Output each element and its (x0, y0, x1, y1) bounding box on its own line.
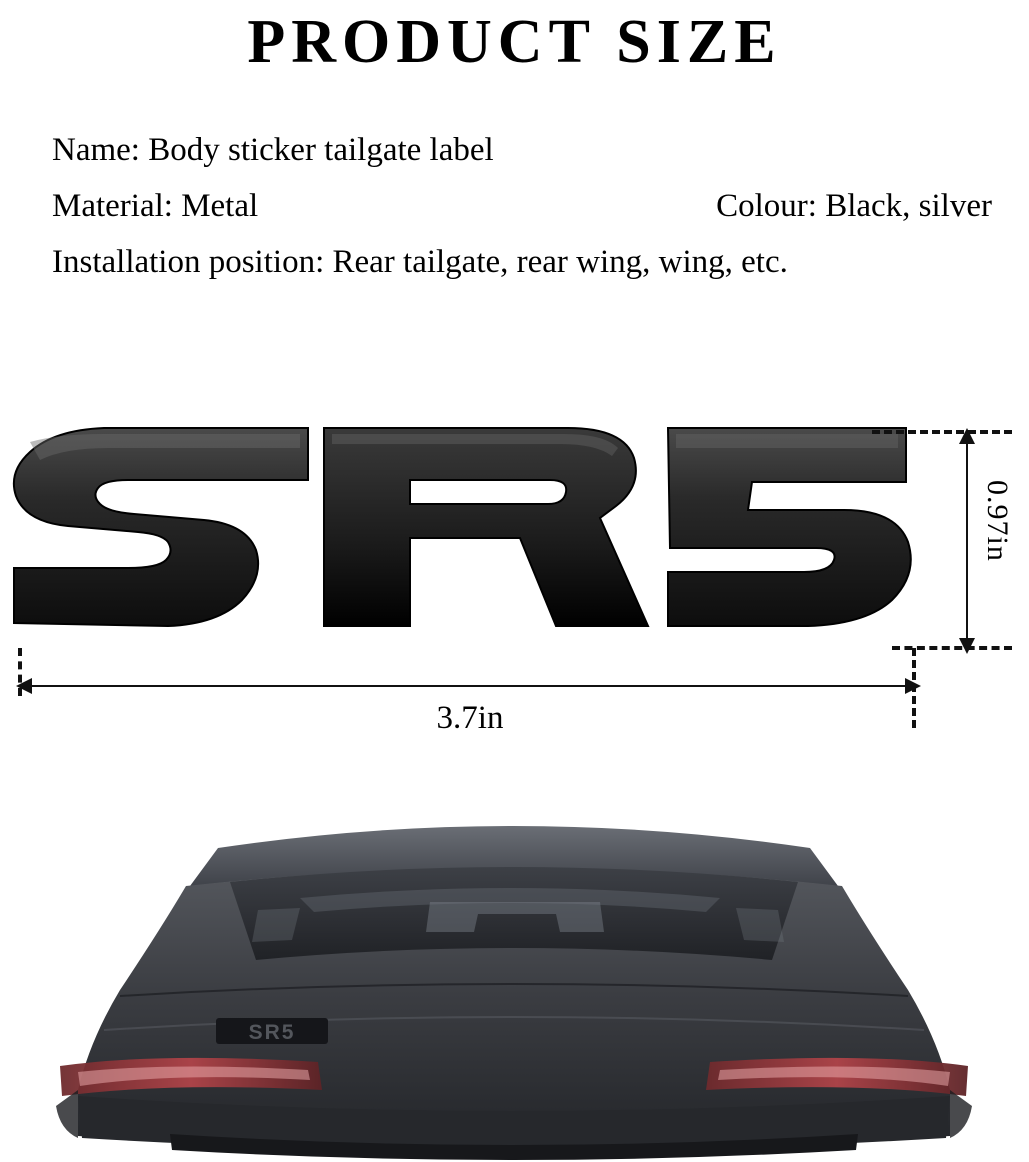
height-arrow-up-icon (959, 428, 975, 444)
height-dimension-label: 0.97in (981, 480, 1014, 562)
spec-row-material (52, 178, 992, 234)
page-title: PRODUCT SIZE (247, 8, 782, 76)
height-dimension-line (966, 432, 968, 652)
width-dimension-line (26, 685, 916, 687)
product-spec-list (52, 122, 992, 290)
sr5-emblem-image (8, 418, 918, 663)
svg-text:SR5: SR5 (248, 1021, 296, 1044)
car-application-photo (0, 790, 1029, 1162)
spec-installation-label: Installation position: Rear tailgate, rear wing, wing, etc. (52, 244, 788, 280)
width-arrow-right-icon (905, 678, 921, 694)
car-sr5-badge (216, 1018, 328, 1044)
spec-colour-label: Colour: Black, silver (716, 188, 992, 224)
width-arrow-left-icon (16, 678, 32, 694)
spec-name-label: Name: Body sticker tailgate label (52, 132, 494, 168)
spec-material-label: Material: Metal (52, 188, 259, 224)
dimension-guide-bottom (892, 646, 1012, 650)
spec-row-installation (52, 234, 992, 290)
emblem-diagram (0, 410, 1029, 770)
width-dimension-label: 3.7in (436, 700, 504, 736)
height-arrow-down-icon (959, 638, 975, 654)
dimension-guide-top (872, 430, 1012, 434)
spec-row-name (52, 122, 992, 178)
